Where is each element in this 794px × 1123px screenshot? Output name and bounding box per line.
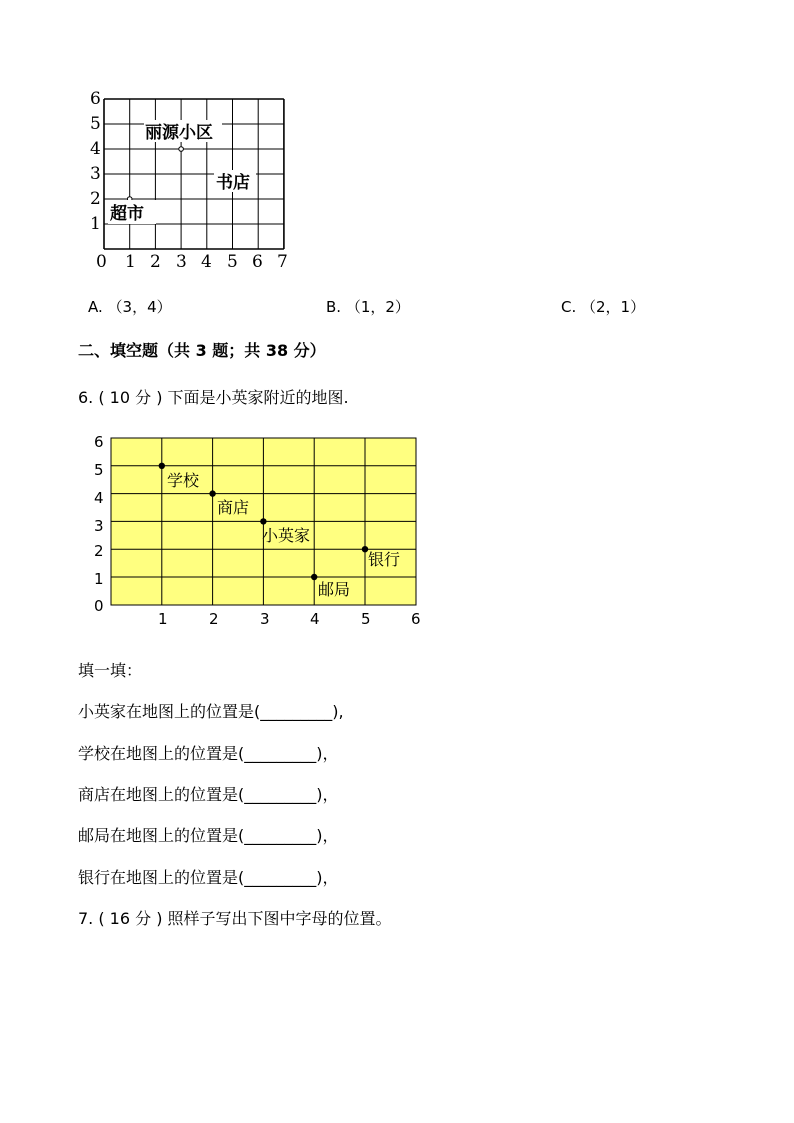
- grid-2-y-tick: 1: [94, 570, 104, 588]
- fill-line-xiaoying-home[interactable]: 小英家在地图上的位置是(_________),: [78, 702, 344, 721]
- grid-2-point: [159, 463, 165, 469]
- grid-1-x-tick: 7: [277, 252, 288, 270]
- grid-1-y-tick: 1: [90, 214, 101, 234]
- grid-1-y-tick: 3: [90, 164, 101, 184]
- place-label-bank: 银行: [368, 550, 401, 569]
- question-6-title: 6. ( 10 分 ) 下面是小英家附近的地图.: [78, 388, 349, 407]
- option-a[interactable]: A. （3，4）: [88, 298, 172, 316]
- grid-2-point: [311, 574, 317, 580]
- grid-2-x-tick: 3: [260, 610, 270, 628]
- grid-2-y-tick: 6: [94, 433, 104, 451]
- fill-line-post-office[interactable]: 邮局在地图上的位置是(_________)，: [78, 826, 339, 845]
- grid-2-y-tick: 4: [94, 489, 104, 507]
- grid-1-x-tick: 6: [252, 252, 263, 270]
- grid-1-x-tick: 2: [150, 252, 161, 270]
- grid-2-y-tick: 3: [94, 517, 104, 535]
- fill-label: 填一填：: [78, 661, 143, 680]
- grid-1-x-tick: 5: [227, 252, 238, 270]
- option-b[interactable]: B. （1，2）: [326, 298, 410, 316]
- place-label-school: 学校: [167, 471, 200, 490]
- grid-2-point: [260, 518, 266, 524]
- section-heading: 二、填空题（共 3 题；共 38 分）: [78, 341, 326, 360]
- place-label-xiaoying-home: 小英家: [262, 526, 311, 545]
- grid-1-y-tick: 4: [90, 139, 101, 159]
- grid-1-y-tick: 6: [90, 89, 101, 109]
- grid-1-y-tick: 2: [90, 189, 101, 209]
- grid-2-y-tick: 0: [94, 597, 104, 615]
- grid-2-x-tick: 2: [209, 610, 219, 628]
- grid-2-x-tick: 6: [411, 610, 421, 628]
- grid-1-x-tick: 4: [201, 252, 212, 270]
- place-label-post-office: 邮局: [318, 580, 351, 599]
- option-c[interactable]: C. （2，1）: [561, 298, 646, 316]
- place-label-liyuan: 丽源小区: [145, 123, 213, 143]
- grid-2-x-tick: 5: [361, 610, 371, 628]
- grid-2-x-tick: 1: [158, 610, 168, 628]
- grid-2-point: [209, 490, 215, 496]
- fill-line-bank[interactable]: 银行在地图上的位置是(_________)，: [78, 868, 339, 887]
- grid-2-y-tick: 2: [94, 542, 104, 560]
- grid-1-x-tick: 3: [176, 252, 187, 270]
- grid-1-y-tick: 0: [96, 252, 107, 270]
- fill-line-school[interactable]: 学校在地图上的位置是(_________)，: [78, 744, 339, 763]
- grid-1-x-tick: 1: [125, 252, 136, 270]
- place-label-bookstore: 书店: [216, 173, 250, 193]
- grid-2-y-tick: 5: [94, 461, 104, 479]
- place-label-supermarket: 超市: [110, 204, 144, 224]
- fill-line-shop[interactable]: 商店在地图上的位置是(_________)，: [78, 785, 339, 804]
- place-label-shop: 商店: [217, 498, 250, 517]
- grid-1-point: [179, 147, 184, 152]
- question-7-title: 7. ( 16 分 ) 照样子写出下图中字母的位置。: [78, 909, 392, 928]
- grid-map-2: [88, 430, 433, 628]
- grid-2-x-tick: 4: [310, 610, 320, 628]
- grid-1-y-tick: 5: [90, 114, 101, 134]
- grid-map-1: [88, 88, 294, 270]
